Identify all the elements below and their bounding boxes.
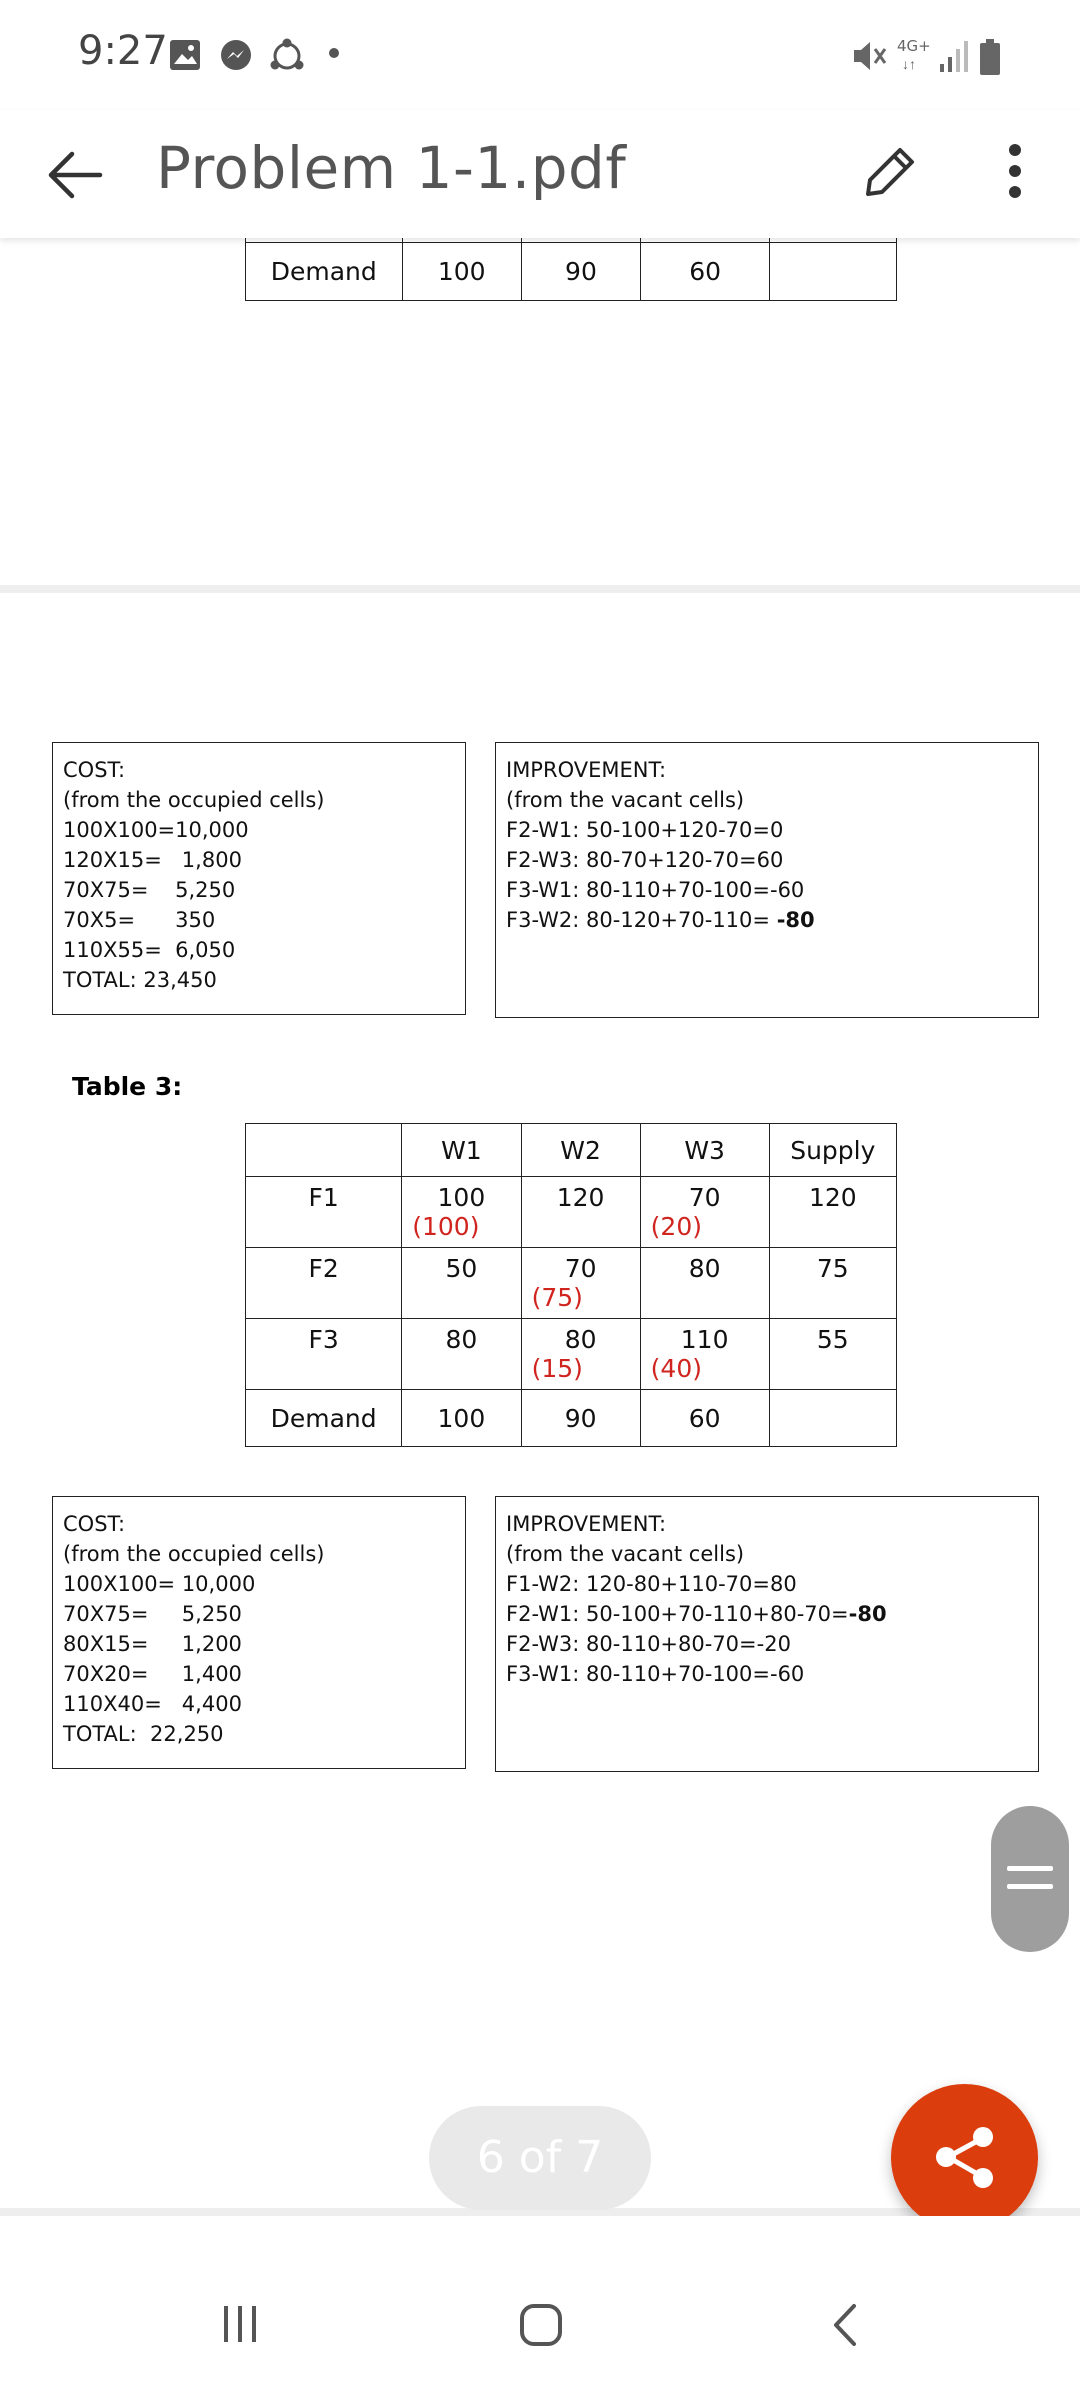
table-cell bbox=[521, 1248, 640, 1319]
cell-cost: 80 bbox=[688, 1254, 721, 1283]
cost-line: 70X75= 5,250 bbox=[63, 1602, 242, 1626]
sync-icon bbox=[268, 38, 306, 74]
cost-line: 100X100=10,000 bbox=[63, 818, 249, 842]
cost-line: 110X40= 4,400 bbox=[63, 1692, 242, 1716]
demand-label: Demand bbox=[246, 1390, 402, 1447]
demand-w2: 90 bbox=[521, 243, 640, 301]
cell-cost: 100 bbox=[437, 1183, 486, 1212]
improvement-line: IMPROVEMENT: bbox=[506, 1512, 667, 1536]
table-cell bbox=[521, 1319, 640, 1390]
improvement-line: F1-W2: 120-80+110-70=80 bbox=[506, 1572, 797, 1596]
cell-cost: 80 bbox=[445, 1325, 478, 1354]
status-bar bbox=[0, 0, 1080, 110]
improvement-box-2 bbox=[495, 1496, 1039, 1772]
table-header: W2 bbox=[521, 1124, 640, 1177]
table-row bbox=[246, 1177, 897, 1248]
mute-icon bbox=[850, 38, 890, 74]
cost-line: 110X55= 6,050 bbox=[63, 938, 236, 962]
improvement-line: IMPROVEMENT: bbox=[506, 758, 667, 782]
share-button[interactable] bbox=[891, 2084, 1038, 2231]
share-icon bbox=[891, 2084, 1038, 2231]
cell-cost: 80 bbox=[564, 1325, 597, 1354]
row-supply: 55 bbox=[769, 1319, 896, 1390]
page-separator bbox=[0, 585, 1080, 593]
improvement-text: F2-W1: 50-100+70-110+80-70= bbox=[506, 1602, 849, 1626]
cell-allocation: (20) bbox=[650, 1212, 702, 1241]
table-cell bbox=[402, 1248, 521, 1319]
image-icon bbox=[168, 38, 202, 72]
improvement-line: (from the vacant cells) bbox=[506, 1542, 745, 1566]
document-title: Problem 1-1.pdf bbox=[156, 134, 627, 202]
improvement-line: F2-W1: 50-100+120-70=0 bbox=[506, 818, 784, 842]
cost-line: COST: bbox=[63, 758, 126, 782]
cost-box-1 bbox=[52, 742, 466, 1015]
improvement-line: F3-W1: 80-110+70-100=-60 bbox=[506, 1662, 805, 1686]
improvement-text: F3-W2: 80-120+70-110= bbox=[506, 908, 777, 932]
home-icon[interactable] bbox=[518, 2302, 564, 2348]
table-header bbox=[246, 1124, 402, 1177]
messenger-icon bbox=[218, 38, 254, 74]
improvement-line: F3-W1: 80-110+70-100=-60 bbox=[506, 878, 805, 902]
table-cell bbox=[521, 1177, 640, 1248]
demand-w3: 60 bbox=[641, 243, 770, 301]
cost-line: 70X5= 350 bbox=[63, 908, 216, 932]
demand-supply bbox=[769, 1390, 896, 1447]
table3-heading: Table 3: bbox=[72, 1072, 183, 1101]
table-header: W1 bbox=[402, 1124, 521, 1177]
network-type: 4G+ bbox=[897, 37, 931, 55]
improvement-line: F2-W3: 80-70+120-70=60 bbox=[506, 848, 784, 872]
table-cell bbox=[402, 1177, 521, 1248]
cell-cost: 120 bbox=[556, 1183, 605, 1212]
cost-line: COST: bbox=[63, 1512, 126, 1536]
row-label: F1 bbox=[246, 1177, 402, 1248]
fast-scroll-handle[interactable] bbox=[991, 1806, 1069, 1952]
table-header: W3 bbox=[640, 1124, 769, 1177]
table-cell bbox=[640, 1248, 769, 1319]
app-bar bbox=[0, 110, 1080, 238]
row-supply: 120 bbox=[769, 1177, 896, 1248]
battery-icon bbox=[978, 38, 1002, 76]
demand-supply bbox=[770, 243, 897, 301]
row-label: F3 bbox=[246, 1319, 402, 1390]
improvement-line: (from the vacant cells) bbox=[506, 788, 745, 812]
demand-w3: 60 bbox=[640, 1390, 769, 1447]
cell-cost: 70 bbox=[688, 1183, 721, 1212]
row-label: F2 bbox=[246, 1248, 402, 1319]
improvement-bold-value: -80 bbox=[848, 1602, 887, 1626]
data-arrows-icon: ↓↑ bbox=[902, 56, 916, 72]
cost-line: 120X15= 1,800 bbox=[63, 848, 242, 872]
cost-line: 80X15= 1,200 bbox=[63, 1632, 242, 1656]
cost-line: TOTAL: 22,250 bbox=[63, 1722, 224, 1746]
page-indicator: 6 of 7 bbox=[429, 2106, 651, 2210]
row-supply: 75 bbox=[769, 1248, 896, 1319]
cell-allocation: (75) bbox=[531, 1283, 583, 1312]
cost-line: 70X75= 5,250 bbox=[63, 878, 236, 902]
cost-box-2 bbox=[52, 1496, 466, 1769]
improvement-line bbox=[506, 905, 1038, 935]
cell-allocation: (15) bbox=[531, 1354, 583, 1383]
improvement-line bbox=[506, 1599, 1038, 1629]
cost-line: (from the occupied cells) bbox=[63, 1542, 325, 1566]
improvement-bold-value: -80 bbox=[776, 908, 815, 932]
improvement-line: F2-W3: 80-110+80-70=-20 bbox=[506, 1632, 791, 1656]
table-row bbox=[246, 1390, 897, 1447]
signal-icon bbox=[938, 38, 970, 74]
cell-cost: 110 bbox=[680, 1325, 729, 1354]
cost-line: TOTAL: 23,450 bbox=[63, 968, 217, 992]
improvement-box-1 bbox=[495, 742, 1039, 1018]
handle-grip-line bbox=[1007, 1884, 1053, 1889]
cell-cost: 70 bbox=[564, 1254, 597, 1283]
table3 bbox=[245, 1123, 897, 1447]
table-row bbox=[246, 1319, 897, 1390]
table-cell bbox=[402, 1319, 521, 1390]
table-cell bbox=[640, 1319, 769, 1390]
demand-w2: 90 bbox=[521, 1390, 640, 1447]
table-header: Supply bbox=[769, 1124, 896, 1177]
table-cell bbox=[640, 1177, 769, 1248]
cell-allocation: (40) bbox=[650, 1354, 702, 1383]
demand-w1: 100 bbox=[402, 243, 521, 301]
handle-grip-line bbox=[1007, 1866, 1053, 1871]
status-time: 9:27 bbox=[78, 28, 168, 74]
cost-line: 70X20= 1,400 bbox=[63, 1662, 242, 1686]
cell-allocation: (100) bbox=[412, 1212, 480, 1241]
arrow-left-icon[interactable] bbox=[40, 140, 110, 210]
dot-icon bbox=[328, 47, 340, 59]
cost-line: 100X100= 10,000 bbox=[63, 1572, 256, 1596]
cell-cost: 50 bbox=[445, 1254, 478, 1283]
demand-label: Demand bbox=[246, 243, 403, 301]
nav-back-icon[interactable] bbox=[826, 2302, 866, 2348]
navigation-bar bbox=[0, 2216, 1080, 2400]
table-row bbox=[246, 1248, 897, 1319]
pencil-icon[interactable] bbox=[854, 136, 924, 206]
more-vert-icon[interactable] bbox=[990, 136, 1040, 206]
recent-apps-icon[interactable] bbox=[218, 2302, 262, 2346]
demand-w1: 100 bbox=[402, 1390, 521, 1447]
cost-line: (from the occupied cells) bbox=[63, 788, 325, 812]
